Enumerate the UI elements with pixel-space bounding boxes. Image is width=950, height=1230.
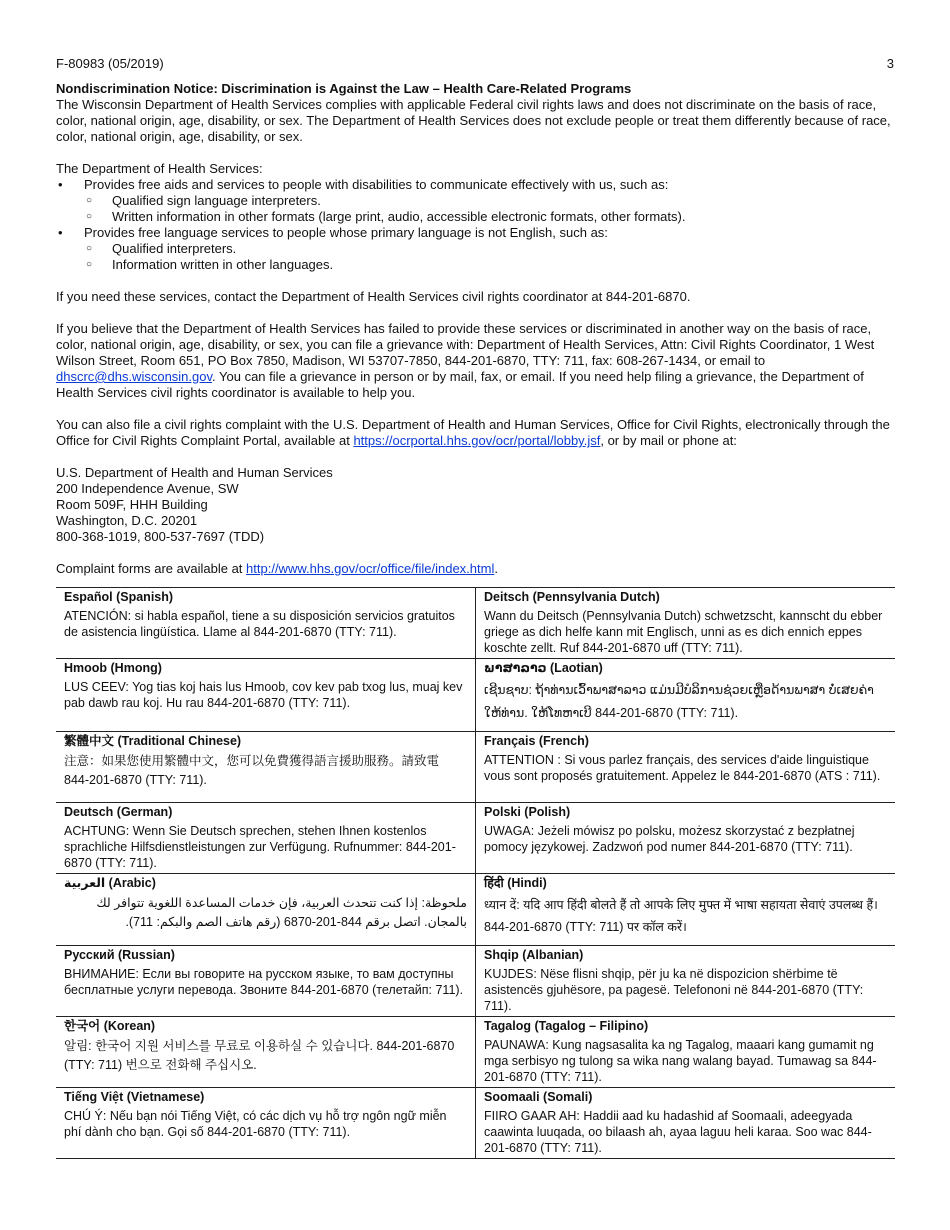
grievance-paragraph: If you believe that the Department of Health Services has failed to provide these services or discriminated in another way on the basis of race, color, national origin, age, disability, or sex, you can file a grievance with: Department of Health Services, Attn: Civil Rights Coordinator, 1 West Wilson Street, Room 651, PO Box 7850, Madison, WI 53707-7850, 844-201-6870, TTY: 711, fax: 608-267-1434, or email to dhscrc@dhs.wisconsin.gov. You can file a grievance in person or by mail, fax, or email. If you need help filing a grievance, the Department of Health Services civil rights coordinator is available to help you. <box>56 321 875 400</box>
language-cell: ພາສາລາວ (Laotian) ເຊີນຊາບ: ຖ້າທ່ານເວົ້າພາສາລາວ ແມ່ນມີບໍລິການຊ່ວຍເຫຼືອດ້ານພາສາ ບໍ່ເສຍຄ່າໃຫ້ທ່ານ. ໃຫ້ໂທຫາເບີ 844-201-6870 (TTY: 711). <box>476 659 896 732</box>
language-cell: العربية (Arabic) ملحوظة: إذا كنت تتحدث العربية، فإن خدمات المساعدة اللغوية تتوافر لك بالمجان. اتصل برقم 844-201-6870 (رقم هاتف الصم والبكم: 711). <box>56 874 476 946</box>
language-cell: Français (French) ATTENTION : Si vous parlez français, des services d'aide linguistique vous sont proposés gratuitement. Appelez le 844-201-6870 (ATS : 711). <box>476 732 896 803</box>
sub-item: ○ Qualified sign language interpreters. <box>84 193 894 209</box>
language-cell: Polski (Polish) UWAGA: Jeżeli mówisz po polsku, możesz skorzystać z bezpłatnej pomocy językowej. Zadzwoń pod numer 844-201-6870 (TTY: 711). <box>476 803 896 874</box>
document-page <box>56 56 894 593</box>
table-row <box>56 874 895 946</box>
table-row <box>56 588 895 659</box>
language-cell: Deutsch (German) ACHTUNG: Wenn Sie Deutsch sprechen, stehen Ihnen kostenlos sprachliche Hilfsdienstleistungen zur Verfügung. Rufnummer: 844-201-6870 (TTY: 711). <box>56 803 476 874</box>
notice-title: Nondiscrimination Notice: Discrimination is Against the Law – Health Care-Related Programs <box>56 81 632 96</box>
sub-item: ○ Written information in other formats (large print, audio, accessible electronic formats, other formats). <box>84 209 894 225</box>
language-cell: Deitsch (Pennsylvania Dutch) Wann du Deitsch (Pennsylvania Dutch) schwetzscht, kannscht du ebber griege as dich helfe kann mit Englisch, unni as es dich ennich eppes koschte zellt. Ruf 844-201-6870 uff (TTY: 711). <box>476 588 896 659</box>
ocr-portal-link[interactable]: https://ocrportal.hhs.gov/ocr/portal/lobby.jsf <box>353 433 601 448</box>
language-cell: 繁體中文 (Traditional Chinese) 注意：如果您使用繁體中文，您可以免費獲得語言援助服務。請致電 844-201-6870 (TTY: 711). <box>56 732 476 803</box>
sub-list <box>84 193 894 225</box>
table-row <box>56 803 895 874</box>
table-row <box>56 946 895 1017</box>
services-list <box>56 177 894 273</box>
language-cell: Hmoob (Hmong) LUS CEEV: Yog tias koj hais lus Hmoob, cov kev pab txog lus, muaj kev pab dawb rau koj. Hu rau 844-201-6870 (TTY: 711). <box>56 659 476 732</box>
table-row <box>56 732 895 803</box>
sub-list <box>84 241 894 273</box>
hhs-address: U.S. Department of Health and Human Services 200 Independence Avenue, SW Room 509F, HHH Building Washington, D.C. 20201 800-368-1019, 800-537-7697 (TDD) <box>56 465 333 544</box>
bullet-item: • Provides free language services to people whose primary language is not English, such as: ○ Qualified interpreters. ○ Information written in other languages. <box>56 225 894 273</box>
contact-paragraph: If you need these services, contact the Department of Health Services civil rights coordinator at 844-201-6870. <box>56 289 691 304</box>
sub-item: ○ Qualified interpreters. <box>84 241 894 257</box>
complaint-forms-link[interactable]: http://www.hhs.gov/ocr/office/file/index.html <box>246 561 495 576</box>
language-cell: Русский (Russian) ВНИМАНИЕ: Если вы говорите на русском языке, то вам доступны бесплатные услуги перевода. Звоните 844-201-6870 (телетайп: 711). <box>56 946 476 1017</box>
language-cell: Shqip (Albanian) KUJDES: Nëse flisni shqip, për ju ka në dispozicion shërbime të asistencës gjuhësore, pa pagesë. Telefononi në 844-201-6870 (TTY: 711). <box>476 946 896 1017</box>
table-row <box>56 1017 895 1088</box>
form-id: F-80983 (05/2019) <box>56 56 164 71</box>
page-number: 3 <box>886 56 894 71</box>
complaint-paragraph: You can also file a civil rights complaint with the U.S. Department of Health and Human Services, Office for Civil Rights, electronically through the Office for Civil Rights Complaint Portal, available at https://ocrportal.hhs.gov/ocr/portal/lobby.jsf, or by mail or phone at: <box>56 417 890 448</box>
forms-paragraph: Complaint forms are available at http://www.hhs.gov/ocr/office/file/index.html. <box>56 561 498 576</box>
bullet-item: • Provides free aids and services to people with disabilities to communicate effectively with us, such as: ○ Qualified sign language interpreters. ○ Written information in other formats (large print, audio, accessible electronic formats, other formats). <box>56 177 894 225</box>
language-assistance-table <box>56 587 895 1159</box>
notice-intro: The Wisconsin Department of Health Services complies with applicable Federal civil rights laws and does not discriminate on the basis of race, color, national origin, age, disability, or sex. The Department of Health Services does not exclude people or treat them differently because of race, color, national origin, age, disability, or sex. <box>56 97 891 144</box>
language-cell: हिंदी (Hindi) ध्यान दें: यदि आप हिंदी बोलते हैं तो आपके लिए मुफ्त में भाषा सहायता सेवाएं उपलब्ध हैं। 844-201-6870 (TTY: 711) पर कॉल करें। <box>476 874 896 946</box>
language-cell: Tiếng Việt (Vietnamese) CHÚ Ý: Nếu bạn nói Tiếng Việt, có các dịch vụ hỗ trợ ngôn ngữ miễn phí dành cho bạn. Gọi số 844-201-6870 (TTY: 711). <box>56 1088 476 1159</box>
page-header <box>56 56 894 72</box>
language-cell: 한국어 (Korean) 알림: 한국어 지원 서비스를 무료로 이용하실 수 있습니다. 844-201-6870 (TTY: 711) 번으로 전화해 주십시오. <box>56 1017 476 1088</box>
email-link[interactable]: dhscrc@dhs.wisconsin.gov <box>56 369 213 384</box>
language-cell: Soomaali (Somali) FIIRO GAAR AH: Haddii aad ku hadashid af Soomaali, adeegyada caawinta luuqada, oo bilaash ah, ayaa laguu heli karaa. Soo wac 844-201-6870 (TTY: 711). <box>476 1088 896 1159</box>
language-cell: Tagalog (Tagalog – Filipino) PAUNAWA: Kung nagsasalita ka ng Tagalog, maaari kang gumamit ng mga serbisyo ng tulong sa wika nang walang bayad. Tumawag sa 844-201-6870 (TTY: 711). <box>476 1017 896 1088</box>
table-row <box>56 659 895 732</box>
sub-item: ○ Information written in other languages. <box>84 257 894 273</box>
table-row <box>56 1088 895 1159</box>
language-cell: Español (Spanish) ATENCIÓN: si habla español, tiene a su disposición servicios gratuitos de asistencia lingüística. Llame al 844-201-6870 (TTY: 711). <box>56 588 476 659</box>
dept-lead: The Department of Health Services: <box>56 161 263 176</box>
